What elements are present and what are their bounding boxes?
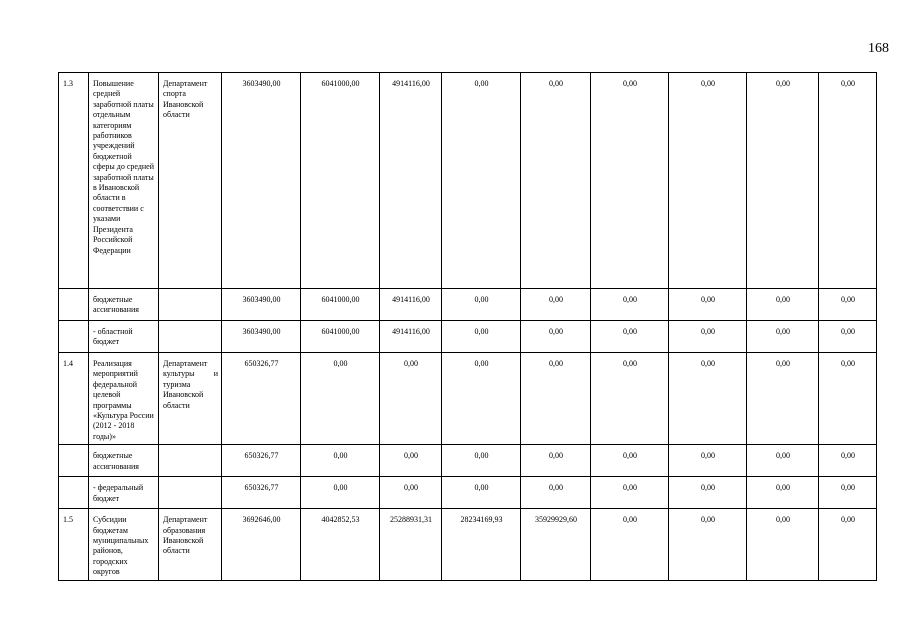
executor-cell: Департамент образования Ивановской области [159,509,222,581]
table-row [59,477,877,509]
executor-cell [159,445,222,477]
amount-cell: 0,00 [591,321,669,353]
amount-cell: 650326,77 [222,445,301,477]
measure-name-cell: Субсидии бюджетам муниципальных районов, городских округов [89,509,159,581]
executor-cell [159,321,222,353]
amount-cell: 0,00 [819,289,877,321]
amount-cell: 0,00 [380,445,442,477]
amount-cell: 4914116,00 [380,289,442,321]
amount-cell: 28234169,93 [442,509,521,581]
amount-cell: 0,00 [747,509,819,581]
measure-name-cell: - областной бюджет [89,321,159,353]
amount-cell: 0,00 [669,321,747,353]
amount-cell: 0,00 [591,445,669,477]
executor-cell [159,289,222,321]
amount-cell: 0,00 [301,445,380,477]
amount-cell: 0,00 [442,477,521,509]
amount-cell: 6041000,00 [301,321,380,353]
amount-cell: 0,00 [442,321,521,353]
amount-cell: 0,00 [442,353,521,445]
amount-cell: 0,00 [521,289,591,321]
amount-cell: 0,00 [819,73,877,289]
amount-cell: 25288931,31 [380,509,442,581]
page-number: 168 [868,41,889,56]
row-number-cell: 1.4 [59,353,89,445]
amount-cell: 0,00 [591,73,669,289]
row-number-cell [59,445,89,477]
executor-cell [159,477,222,509]
measure-name-cell: бюджетные ассигнования [89,289,159,321]
amount-cell: 4914116,00 [380,73,442,289]
amount-cell: 4042852,53 [301,509,380,581]
amount-cell: 0,00 [442,289,521,321]
amount-cell: 0,00 [669,509,747,581]
row-number-cell [59,289,89,321]
table-row [59,509,877,581]
amount-cell: 0,00 [819,445,877,477]
amount-cell: 3603490,00 [222,289,301,321]
measure-name-cell: Реализация мероприятий федеральной целевой программы «Культура России (2012 - 2018 годы)» [89,353,159,445]
amount-cell: 0,00 [380,353,442,445]
amount-cell: 0,00 [591,353,669,445]
amount-cell: 0,00 [819,477,877,509]
budget-table [58,72,877,581]
row-number-cell: 1.5 [59,509,89,581]
amount-cell: 0,00 [301,353,380,445]
table-row [59,353,877,445]
table-row [59,445,877,477]
amount-cell: 0,00 [521,445,591,477]
amount-cell: 6041000,00 [301,73,380,289]
amount-cell: 650326,77 [222,353,301,445]
amount-cell: 4914116,00 [380,321,442,353]
amount-cell: 0,00 [747,445,819,477]
table-row [59,321,877,353]
amount-cell: 3603490,00 [222,321,301,353]
amount-cell: 0,00 [747,353,819,445]
amount-cell: 0,00 [521,477,591,509]
amount-cell: 3603490,00 [222,73,301,289]
amount-cell: 0,00 [591,289,669,321]
amount-cell: 0,00 [819,509,877,581]
amount-cell: 0,00 [819,353,877,445]
amount-cell: 0,00 [521,73,591,289]
amount-cell: 6041000,00 [301,289,380,321]
amount-cell: 650326,77 [222,477,301,509]
amount-cell: 0,00 [669,353,747,445]
measure-name-cell: бюджетные ассигнования [89,445,159,477]
table-row [59,289,877,321]
amount-cell: 0,00 [747,321,819,353]
amount-cell: 0,00 [301,477,380,509]
amount-cell: 0,00 [442,73,521,289]
amount-cell: 0,00 [442,445,521,477]
amount-cell: 0,00 [669,289,747,321]
row-number-cell [59,321,89,353]
row-number-cell [59,477,89,509]
amount-cell: 0,00 [819,321,877,353]
amount-cell: 0,00 [521,353,591,445]
row-number-cell: 1.3 [59,73,89,289]
amount-cell: 0,00 [669,445,747,477]
amount-cell: 0,00 [521,321,591,353]
amount-cell: 35929929,60 [521,509,591,581]
executor-cell: Департамент спорта Ивановской области [159,73,222,289]
amount-cell: 0,00 [380,477,442,509]
amount-cell: 0,00 [591,509,669,581]
measure-name-cell: - федеральный бюджет [89,477,159,509]
executor-cell: Департамент культуры и туризма Ивановской области [159,353,222,445]
table-body [59,73,877,581]
amount-cell: 0,00 [669,73,747,289]
amount-cell: 0,00 [747,73,819,289]
measure-name-cell: Повышение средней заработной платы отдельным категориям работников учреждений бюджетной сферы до средней заработной платы в Ивановской области в соответствии с указами Президента Российской Федерации [89,73,159,289]
amount-cell: 0,00 [669,477,747,509]
amount-cell: 0,00 [591,477,669,509]
amount-cell: 3692646,00 [222,509,301,581]
amount-cell: 0,00 [747,477,819,509]
table-row [59,73,877,289]
amount-cell: 0,00 [747,289,819,321]
